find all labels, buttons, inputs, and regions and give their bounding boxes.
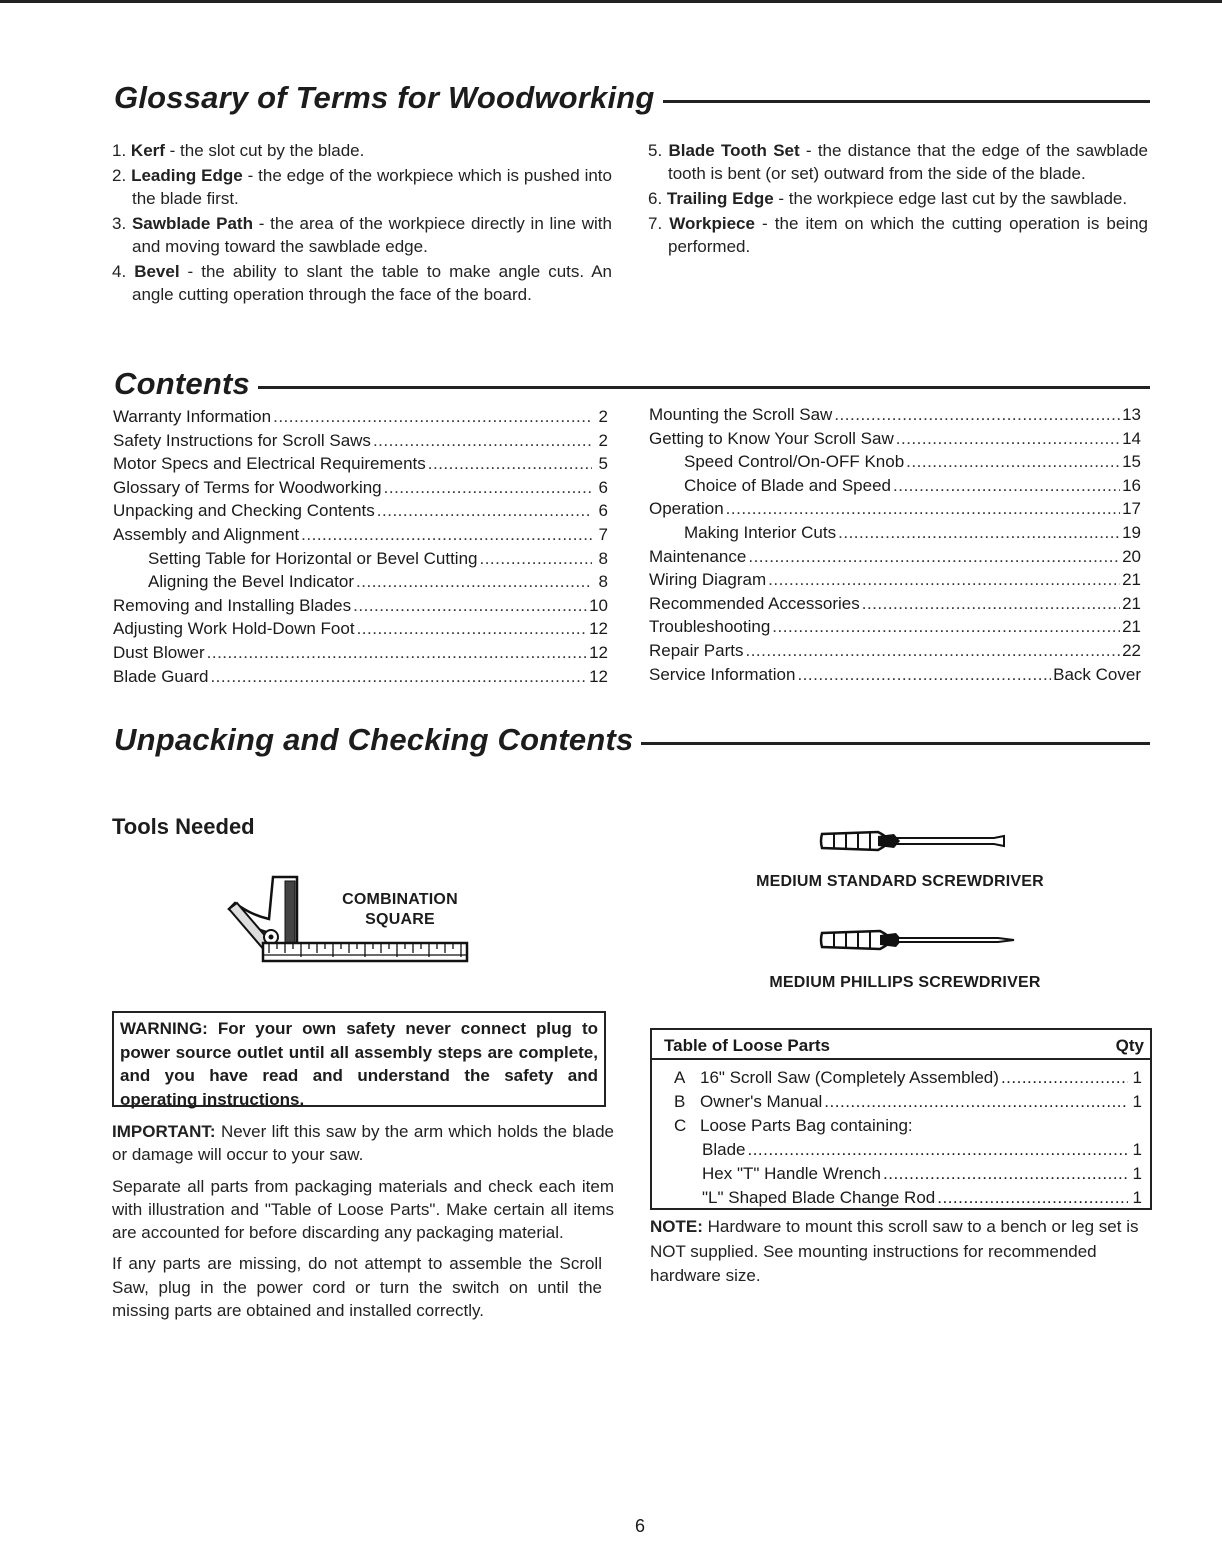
toc-entry: [113, 407, 608, 431]
toc-entry-title: Operation: [649, 499, 724, 519]
loose-part-qty: 1: [1132, 1164, 1142, 1183]
missing-parts-paragraph: If any parts are missing, do not attempt to assemble the Scroll Saw, plug in the power cord or turn the switch on until the missing parts are obtained and installed correctly.: [112, 1254, 602, 1321]
important-paragraph: [112, 1120, 614, 1167]
toc-entry-title: Dust Blower: [113, 642, 205, 662]
toc-entry: [113, 549, 608, 573]
loose-part-leader-dots: [883, 1164, 1128, 1184]
toc-entry-title: Safety Instructions for Scroll Saws: [113, 430, 371, 450]
glossary-term: Workpiece: [669, 214, 755, 233]
glossary-item: [112, 260, 612, 306]
toc-entry-title: Troubleshooting: [649, 617, 771, 637]
toc-entry-title: Setting Table for Horizontal or Bevel Cutting: [148, 548, 478, 568]
glossary-item-number: 7.: [648, 214, 663, 233]
combination-square-label: [330, 890, 470, 930]
qty-header: Qty: [1115, 1036, 1144, 1055]
contents-title: Contents: [114, 366, 250, 401]
combination-square-label-line1: COMBINATION: [342, 891, 458, 908]
toc-leader-dots: [726, 499, 1120, 519]
toc-entry-title: Making Interior Cuts: [684, 522, 837, 542]
phillips-screwdriver-label: MEDIUM PHILLIPS SCREWDRIVER: [769, 974, 1041, 991]
glossary-definition: - the ability to slant the table to make angle cuts. An angle cutting operation through the face of the board.: [132, 262, 612, 304]
toc-leader-dots: [748, 547, 1120, 567]
toc-entry-title: Mounting the Scroll Saw: [649, 405, 833, 424]
toc-leader-dots: [893, 476, 1120, 496]
toc-entry-title: Wiring Diagram: [649, 570, 767, 590]
glossary-item-number: 5.: [648, 141, 663, 160]
toc-entry: [649, 523, 1141, 547]
toc-entry: [649, 665, 1141, 689]
toc-entry-page: 13: [1122, 405, 1141, 424]
toc-entry-title: Assembly and Alignment: [113, 524, 300, 544]
toc-entry: [649, 452, 1141, 476]
toc-entry-page: 19: [1122, 522, 1141, 542]
phillips-screwdriver-icon: [818, 925, 1018, 955]
loose-part-qty: 1: [1132, 1188, 1142, 1207]
combination-square-label-line2: SQUARE: [365, 911, 435, 928]
toc-leader-dots: [273, 407, 592, 427]
loose-part-item: Hex "T" Handle Wrench: [702, 1164, 881, 1183]
loose-part-row: [652, 1092, 1150, 1116]
toc-entry-page: 15: [1122, 452, 1141, 472]
toc-leader-dots: [353, 596, 587, 616]
toc-entry: [649, 641, 1141, 665]
toc-entry-page: 21: [1122, 593, 1141, 613]
toc-leader-dots: [797, 665, 1051, 685]
unpacking-rule: [641, 742, 1150, 745]
loose-part-leader-dots: [937, 1188, 1128, 1208]
unpacking-instructions: [112, 1120, 614, 1330]
toc-entry: [649, 617, 1141, 641]
toc-entry-title: Aligning the Bevel Indicator: [148, 572, 355, 592]
toc-entry: [113, 431, 608, 455]
toc-entry-page: 12: [589, 666, 608, 686]
toc-entry-page: 21: [1122, 570, 1141, 590]
toc-entry-page: 10: [589, 595, 608, 615]
loose-part-item: "L" Shaped Blade Change Rod: [702, 1188, 936, 1207]
glossary-heading: [114, 80, 1150, 116]
loose-part-leader-dots: [1001, 1068, 1128, 1088]
toc-entry-title: Service Information: [649, 664, 796, 684]
toc-entry-title: Removing and Installing Blades: [113, 595, 352, 615]
glossary-rule: [663, 100, 1150, 103]
glossary-item-number: 3.: [112, 214, 127, 233]
glossary-term: Kerf: [130, 141, 165, 160]
glossary-item: [648, 139, 1148, 185]
toc-leader-dots: [428, 454, 592, 474]
toc-entry: [649, 429, 1141, 453]
toc-entry-page: 16: [1122, 475, 1141, 495]
toc-leader-dots: [479, 549, 592, 569]
toc-entry-page: 6: [598, 477, 608, 497]
toc-entry: [113, 619, 608, 643]
separate-parts-paragraph: Separate all parts from packaging materials and check each item with illustration and "Table of Loose Parts". Make certain all items are accounted for before discarding any packaging material.: [112, 1176, 614, 1243]
toc-entry-title: Warranty Information: [113, 407, 272, 426]
loose-part-qty: 1: [1132, 1092, 1142, 1111]
glossary-item: [648, 187, 1148, 210]
glossary-definition: - the edge of the workpiece which is pushed into the blade first.: [132, 166, 612, 208]
toc-leader-dots: [301, 525, 592, 545]
toc-leader-dots: [906, 452, 1120, 472]
loose-part-letter: A: [674, 1068, 686, 1087]
glossary-item-number: 2.: [112, 166, 127, 185]
loose-part-row: [652, 1164, 1150, 1188]
important-label: IMPORTANT:: [112, 1122, 216, 1141]
toc-leader-dots: [373, 431, 592, 451]
toc-entry: [649, 570, 1141, 594]
toc-entry: [113, 596, 608, 620]
toc-entry-title: Blade Guard: [113, 666, 209, 686]
glossary-term: Blade Tooth Set: [668, 141, 800, 160]
toc-entry-page: 12: [589, 619, 608, 639]
toc-entry-title: Adjusting Work Hold-Down Foot: [113, 619, 355, 639]
unpacking-title: Unpacking and Checking Contents: [114, 722, 634, 757]
glossary-right-column: [648, 139, 1148, 260]
toc-entry-title: Choice of Blade and Speed: [684, 475, 891, 495]
note-label: NOTE:: [650, 1217, 703, 1236]
toc-leader-dots: [210, 667, 587, 687]
toc-entry: [649, 405, 1141, 429]
toc-leader-dots: [772, 617, 1120, 637]
toc-leader-dots: [377, 501, 592, 521]
toc-leader-dots: [356, 572, 592, 592]
toc-entry-title: Recommended Accessories: [649, 593, 860, 613]
toc-entry: [113, 643, 608, 667]
toc-entry: [113, 454, 608, 478]
note-paragraph: [650, 1215, 1142, 1289]
loose-part-item: Loose Parts Bag containing:: [700, 1116, 913, 1135]
loose-parts-header: [652, 1030, 1150, 1060]
glossary-term: Leading Edge: [131, 166, 243, 185]
loose-parts-table: [650, 1028, 1152, 1210]
glossary-term: Sawblade Path: [131, 214, 253, 233]
toc-entry: [649, 499, 1141, 523]
toc-entry-page: 8: [598, 572, 608, 592]
toc-leader-dots: [357, 619, 588, 639]
loose-part-row: [652, 1140, 1150, 1164]
toc-entry: [113, 667, 608, 691]
glossary-definition: - the item on which the cutting operation is being performed.: [668, 214, 1148, 256]
loose-part-item: Owner's Manual: [700, 1092, 823, 1111]
warning-box: WARNING: For your own safety never connect plug to power source outlet until all assembly steps are complete, and you have read and understand the safety and operating instructions.: [112, 1011, 606, 1107]
toc-leader-dots: [207, 643, 587, 663]
loose-part-row: [652, 1116, 1150, 1140]
top-border: [0, 0, 1222, 3]
glossary-definition: - the slot cut by the blade.: [164, 141, 365, 160]
toc-entry: [113, 501, 608, 525]
toc-entry-page: 5: [598, 454, 608, 474]
glossary-definition: - the area of the workpiece directly in line with and moving toward the sawblade edge.: [132, 214, 612, 256]
toc-entry-title: Unpacking and Checking Contents: [113, 501, 375, 521]
glossary-item: [112, 139, 612, 162]
glossary-item: [648, 212, 1148, 258]
toc-entry: [113, 572, 608, 596]
toc-entry-page: 12: [589, 642, 608, 662]
toc-entry-page: 7: [598, 524, 608, 544]
glossary-term: Trailing Edge: [666, 189, 774, 208]
loose-part-qty: 1: [1132, 1140, 1142, 1159]
important-text: Never lift this saw by the arm which holds the blade or damage will occur to your saw.: [112, 1122, 614, 1165]
toc-entry-page: 6: [598, 501, 608, 521]
glossary-title: Glossary of Terms for Woodworking: [114, 80, 655, 115]
toc-leader-dots: [896, 429, 1120, 449]
toc-entry-title: Repair Parts: [649, 640, 744, 660]
glossary-definition: - the distance that the edge of the sawblade tooth is bent (or set) outward from the side of the blade.: [668, 141, 1148, 183]
toc-entry-title: Speed Control/On-OFF Knob: [684, 452, 905, 472]
toc-entry-page: 21: [1122, 617, 1141, 637]
loose-part-qty: 1: [1132, 1068, 1142, 1087]
loose-part-row: [652, 1068, 1150, 1092]
toc-entry: [113, 525, 608, 549]
toc-entry-title: Glossary of Terms for Woodworking: [113, 477, 382, 497]
glossary-item: [112, 164, 612, 210]
toc-entry-page: 14: [1122, 428, 1141, 448]
loose-part-letter: B: [674, 1092, 686, 1111]
contents-right-column: [649, 405, 1141, 688]
glossary-term: Bevel: [134, 262, 180, 281]
toc-leader-dots: [384, 478, 592, 498]
toc-entry: [113, 478, 608, 502]
loose-part-leader-dots: [824, 1092, 1128, 1112]
note-text: Hardware to mount this scroll saw to a bench or leg set is NOT supplied. See mounting instructions for recommended hardware size.: [650, 1217, 1139, 1285]
toc-entry: [649, 547, 1141, 571]
toc-entry-page: 20: [1122, 546, 1141, 566]
glossary-item: [112, 212, 612, 258]
glossary-left-column: [112, 139, 612, 308]
toc-leader-dots: [862, 594, 1120, 614]
toc-entry-page: 2: [598, 430, 608, 450]
toc-entry: [649, 476, 1141, 500]
glossary-definition: - the workpiece edge last cut by the sawblade.: [773, 189, 1128, 208]
glossary-item-number: 6.: [648, 189, 663, 208]
contents-rule: [258, 386, 1150, 389]
standard-screwdriver-label: MEDIUM STANDARD SCREWDRIVER: [756, 873, 1044, 890]
toc-entry-title: Motor Specs and Electrical Requirements: [113, 454, 426, 474]
loose-part-item: 16" Scroll Saw (Completely Assembled): [700, 1068, 999, 1087]
loose-part-row: [652, 1188, 1150, 1212]
unpacking-heading: [114, 722, 1150, 758]
loose-parts-title: Table of Loose Parts: [664, 1036, 830, 1055]
toc-entry-page: 17: [1122, 499, 1141, 519]
toc-entry-title: Maintenance: [649, 546, 747, 566]
toc-entry-page: 8: [598, 548, 608, 568]
toc-entry-page: 22: [1122, 640, 1141, 660]
loose-part-leader-dots: [747, 1140, 1128, 1160]
toc-leader-dots: [838, 523, 1120, 543]
loose-parts-rows: [652, 1060, 1150, 1212]
toc-leader-dots: [768, 570, 1120, 590]
loose-part-item: Blade: [702, 1140, 746, 1159]
contents-left-column: [113, 407, 608, 690]
toc-entry-title: Getting to Know Your Scroll Saw: [649, 428, 894, 448]
standard-screwdriver-icon: [818, 826, 1008, 856]
loose-part-letter: C: [674, 1116, 687, 1135]
page-number: 6: [634, 1516, 645, 1536]
contents-heading: [114, 366, 1150, 402]
toc-entry-page: 2: [598, 407, 608, 426]
glossary-item-number: 1.: [112, 141, 127, 160]
toc-entry: [649, 594, 1141, 618]
glossary-item-number: 4.: [112, 262, 127, 281]
toc-entry-page: Back Cover: [1053, 664, 1141, 684]
toc-leader-dots: [834, 405, 1120, 425]
toc-leader-dots: [745, 641, 1120, 661]
tools-needed-heading: Tools Needed: [112, 814, 255, 839]
